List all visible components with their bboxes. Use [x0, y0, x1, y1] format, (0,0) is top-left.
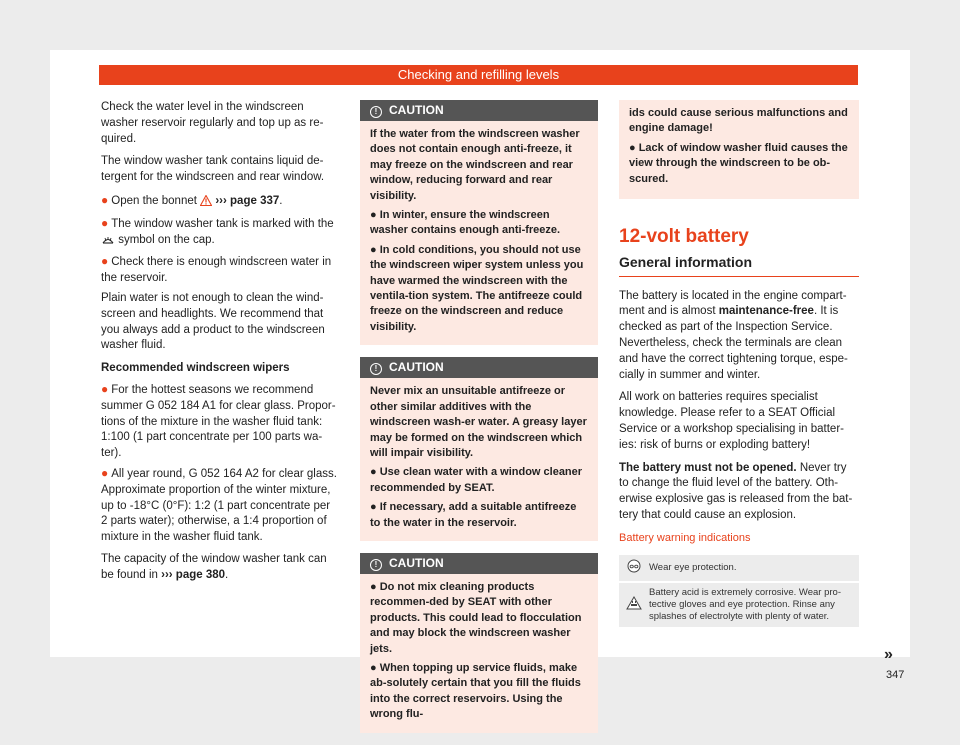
table-row: Battery acid is extremely corrosive. Wear pro-tective gloves and eye protection. Rinse any splashes of electrolyte with plenty of water.	[619, 583, 859, 627]
indications-label: Battery warning indications	[619, 531, 751, 544]
bullet-item: ● All year round, G 052 164 A2 for clear glass. Approximate proportion of the winter mixture, up to -18°C (0°F): 1:2 (1 part concentrate per 2 parts water); otherwise, a 1:4 proportion of mixture in the washer fluid tank.	[101, 465, 337, 544]
caution-box: ! CAUTION Never mix an unsuitable antifreeze or other similar additives with the windscreen wash-er water. A greasy layer may be formed on the windscreen which will impair visibility. ● Use clean water with a window cleaner recommended by SEAT. ● If necessary, add a suitable antifreeze to the water in the reservoir.	[360, 357, 598, 541]
page-header: Checking and refilling levels	[99, 65, 858, 85]
page-reference-link[interactable]: ››› page 337	[215, 194, 280, 207]
column-middle	[360, 100, 598, 745]
corrosive-warning-icon	[626, 602, 642, 613]
bullet-item: ● Check there is enough windscreen water in the reservoir.	[101, 254, 332, 285]
bullet-item: ● Open the bonnet ››› page 337.	[101, 193, 339, 212]
caution-box: ! CAUTION ● Do not mix cleaning products recommen-ded by SEAT with other products. This could lead to flocculation and may block the windscreen washer jets. ● When topping up service fluids, make ab-solutely certain that you fill the fluids into the correct reservoirs. Using the wrong flu-	[360, 553, 598, 733]
bullet-icon: ●	[101, 215, 109, 230]
bullet-icon: ●	[370, 580, 380, 593]
column-left	[101, 100, 339, 591]
bullet-icon: ●	[370, 209, 380, 222]
bullet-icon: ●	[370, 243, 380, 256]
continue-marker: »	[884, 646, 893, 663]
eye-protection-icon	[627, 565, 641, 576]
info-circle-icon: !	[370, 559, 382, 571]
washer-symbol-icon	[101, 235, 115, 251]
column-right	[619, 100, 859, 629]
bullet-icon: ●	[101, 254, 109, 269]
caution-box: ! CAUTION If the water from the windscreen washer does not contain enough anti-freeze, it may freeze on the windscreen and rear window, reducing forward and rear visibility. ● In winter, ensure the windscreen washer contains enough anti-freeze. ● In cold conditions, you should not use the windscreen wiper system unless you have warmed the windscreen with the ventila-tion system. The antifreeze could freeze on the windscreen and reduce visibility.	[360, 100, 598, 345]
bullet-item: ● The window washer tank is marked with the symbol on the cap.	[101, 216, 339, 251]
caution-header: ! CAUTION	[360, 100, 598, 121]
caution-header: ! CAUTION	[360, 553, 598, 574]
info-circle-icon: !	[370, 363, 382, 375]
caution-continuation: ids could cause serious malfunctions and engine damage! ● Lack of window washer fluid causes the view through the windscreen to be ob-scured.	[619, 100, 859, 199]
manual-page	[50, 50, 910, 721]
section-subtitle: General information	[619, 255, 859, 277]
bullet-icon: ●	[370, 466, 380, 479]
bullet-icon: ●	[101, 465, 109, 480]
paragraph: The battery must not be opened. Never try to change the fluid level of the battery. Oth-erwise explosive gas is released from the bat-tery that could cause an explosion.	[619, 461, 853, 521]
paragraph: All work on batteries requires specialist knowledge. Please refer to a SEAT Official Service or a workshop specialising in batter-ies: risk of burns or exploding battery!	[619, 391, 844, 451]
paragraph: Plain water is not enough to clean the wind-screen and headlights. We recommend that you always add a product to the windscreen washer fluid.	[101, 291, 325, 352]
paragraph: The capacity of the window washer tank can be found in ››› page 380.	[101, 552, 327, 581]
info-circle-icon: !	[370, 106, 382, 118]
warning-triangle-icon	[200, 195, 212, 212]
page-reference-link[interactable]: ››› page 380	[161, 568, 226, 581]
indications-table	[619, 553, 859, 629]
section-title: 12-volt battery	[619, 226, 749, 248]
paragraph: Check the water level in the windscreen washer reservoir regularly and top up as re-quired.	[101, 101, 324, 145]
subheading: Recommended windscreen wipers	[101, 362, 290, 375]
bullet-icon: ●	[101, 192, 109, 207]
bullet-icon: ●	[370, 661, 380, 674]
table-row: Wear eye protection.	[619, 555, 859, 581]
bullet-icon: ●	[629, 141, 639, 154]
page-number: 347	[886, 669, 905, 681]
bullet-icon: ●	[101, 381, 109, 396]
paragraph: The battery is located in the engine compart-ment and is almost maintenance-free. It is checked as part of the Inspection Service. Nevertheless, check the terminals are clean and have the correct tightening torque, espe-cially in summer and winter.	[619, 289, 848, 381]
bullet-icon: ●	[370, 501, 380, 514]
bullet-item: ● For the hottest seasons we recommend summer G 052 184 A1 for clear glass. Propor-tions of the mixture in the washer fluid tank: 1:100 (1 part concentrate per 100 parts wa-ter).	[101, 381, 336, 460]
caution-header: ! CAUTION	[360, 357, 598, 378]
paragraph: The window washer tank contains liquid de-tergent for the windscreen and rear window.	[101, 155, 325, 184]
